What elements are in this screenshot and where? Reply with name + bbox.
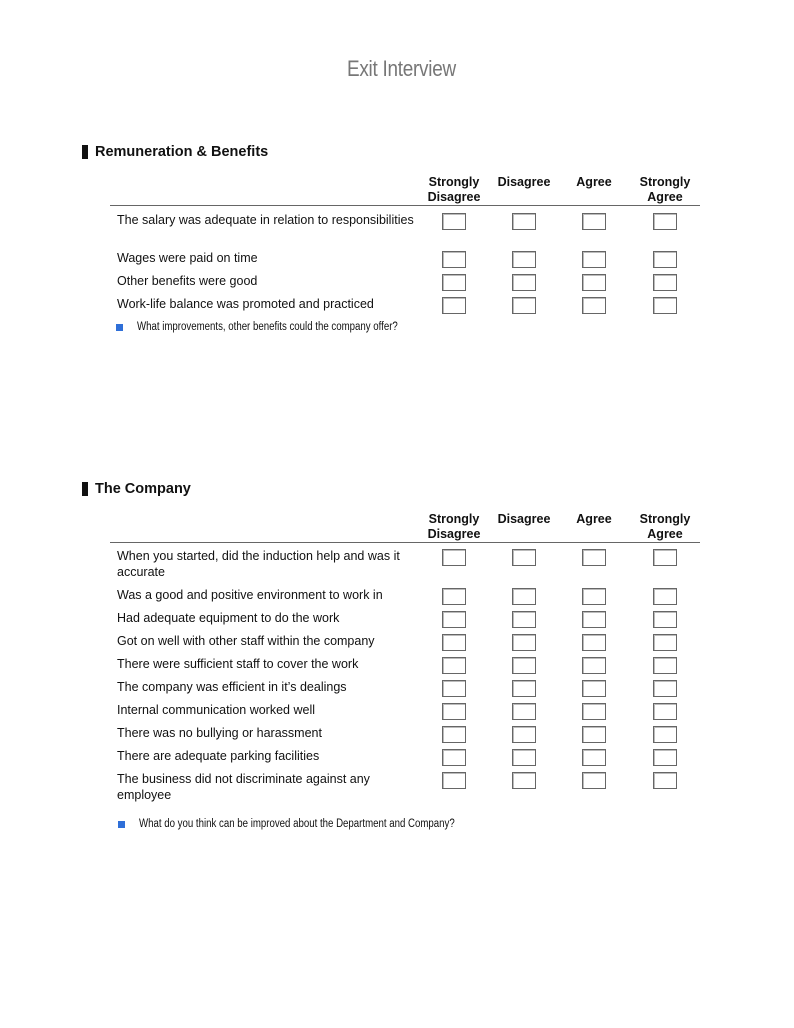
column-header-agree: Agree	[576, 512, 612, 526]
checkbox-strongly-agree[interactable]	[653, 634, 677, 651]
checkbox-agree[interactable]	[582, 703, 606, 720]
column-header-disagree: Disagree	[497, 512, 551, 526]
checkbox-strongly-disagree[interactable]	[442, 297, 466, 314]
checkbox-disagree[interactable]	[512, 772, 536, 789]
question-row	[0, 274, 794, 292]
checkbox-strongly-disagree[interactable]	[442, 251, 466, 268]
checkbox-strongly-agree[interactable]	[653, 749, 677, 766]
checkbox-agree[interactable]	[582, 588, 606, 605]
column-header-strongly-disagree: Strongly Disagree	[427, 512, 481, 541]
checkbox-agree[interactable]	[582, 297, 606, 314]
checkbox-strongly-agree[interactable]	[653, 726, 677, 743]
question-row	[0, 611, 794, 629]
question-label: There are adequate parking facilities	[117, 749, 320, 763]
checkbox-disagree[interactable]	[512, 657, 536, 674]
question-label: Internal communication worked well	[117, 703, 316, 717]
checkbox-disagree[interactable]	[512, 703, 536, 720]
checkbox-strongly-agree[interactable]	[653, 657, 677, 674]
checkbox-strongly-disagree[interactable]	[442, 634, 466, 651]
column-header-strongly-agree: Strongly Agree	[639, 175, 691, 204]
checkbox-disagree[interactable]	[512, 749, 536, 766]
question-label: The business did not discriminate against any employee	[117, 772, 370, 802]
question-row	[0, 251, 794, 269]
checkbox-strongly-agree[interactable]	[653, 251, 677, 268]
column-header-strongly-disagree: Strongly Disagree	[427, 175, 481, 204]
checkbox-strongly-agree[interactable]	[653, 213, 677, 230]
question-label: Had adequate equipment to do the work	[117, 611, 340, 625]
heading-bar-icon	[82, 145, 88, 159]
checkbox-agree[interactable]	[582, 611, 606, 628]
question-row	[0, 588, 794, 606]
question-label: Work-life balance was promoted and practiced	[117, 297, 374, 311]
header-divider	[110, 542, 700, 543]
checkbox-strongly-disagree[interactable]	[442, 703, 466, 720]
question-row	[0, 749, 794, 767]
question-row	[0, 634, 794, 652]
question-label: Was a good and positive environment to work in	[117, 588, 383, 602]
checkbox-strongly-agree[interactable]	[653, 703, 677, 720]
question-label: When you started, did the induction help and was it accurate	[117, 549, 400, 579]
checkbox-agree[interactable]	[582, 749, 606, 766]
checkbox-strongly-disagree[interactable]	[442, 213, 466, 230]
checkbox-agree[interactable]	[582, 657, 606, 674]
checkbox-strongly-agree[interactable]	[653, 588, 677, 605]
checkbox-strongly-agree[interactable]	[653, 549, 677, 566]
section-title: The Company	[95, 481, 191, 497]
square-bullet-icon	[118, 821, 125, 828]
question-label: The salary was adequate in relation to responsibilities	[117, 213, 414, 227]
checkbox-strongly-disagree[interactable]	[442, 772, 466, 789]
checkbox-disagree[interactable]	[512, 588, 536, 605]
checkbox-strongly-disagree[interactable]	[442, 680, 466, 697]
checkbox-strongly-disagree[interactable]	[442, 611, 466, 628]
checkbox-agree[interactable]	[582, 634, 606, 651]
checkbox-agree[interactable]	[582, 213, 606, 230]
square-bullet-icon	[116, 324, 123, 331]
checkbox-agree[interactable]	[582, 680, 606, 697]
question-label: Wages were paid on time	[117, 251, 258, 265]
checkbox-disagree[interactable]	[512, 680, 536, 697]
checkbox-disagree[interactable]	[512, 274, 536, 291]
question-row	[0, 680, 794, 698]
checkbox-strongly-disagree[interactable]	[442, 274, 466, 291]
checkbox-agree[interactable]	[582, 726, 606, 743]
column-header-agree: Agree	[576, 175, 612, 189]
page-title: Exit Interview	[346, 56, 456, 81]
checkbox-strongly-disagree[interactable]	[442, 749, 466, 766]
checkbox-disagree[interactable]	[512, 549, 536, 566]
question-row	[0, 703, 794, 721]
column-header-strongly-agree: Strongly Agree	[639, 512, 691, 541]
checkbox-disagree[interactable]	[512, 297, 536, 314]
section-heading	[82, 480, 191, 498]
heading-bar-icon	[82, 482, 88, 496]
question-row	[0, 726, 794, 744]
comment-prompt-text: What improvements, other benefits could the company offer?	[137, 321, 398, 333]
question-row	[0, 549, 794, 581]
checkbox-strongly-agree[interactable]	[653, 274, 677, 291]
checkbox-agree[interactable]	[582, 772, 606, 789]
checkbox-strongly-agree[interactable]	[653, 772, 677, 789]
section-heading	[82, 143, 268, 161]
question-row	[0, 657, 794, 675]
checkbox-strongly-disagree[interactable]	[442, 657, 466, 674]
checkbox-strongly-agree[interactable]	[653, 680, 677, 697]
checkbox-agree[interactable]	[582, 251, 606, 268]
question-label: There was no bullying or harassment	[117, 726, 322, 740]
checkbox-agree[interactable]	[582, 549, 606, 566]
checkbox-disagree[interactable]	[512, 634, 536, 651]
checkbox-disagree[interactable]	[512, 213, 536, 230]
checkbox-disagree[interactable]	[512, 251, 536, 268]
question-row	[0, 772, 794, 804]
checkbox-strongly-agree[interactable]	[653, 297, 677, 314]
comment-prompt	[116, 321, 447, 333]
question-label: The company was efficient in it’s dealings	[117, 680, 347, 694]
checkbox-disagree[interactable]	[512, 611, 536, 628]
checkbox-strongly-disagree[interactable]	[442, 588, 466, 605]
question-label: Other benefits were good	[117, 274, 258, 288]
checkbox-strongly-disagree[interactable]	[442, 726, 466, 743]
section-title: Remuneration & Benefits	[95, 144, 269, 160]
checkbox-agree[interactable]	[582, 274, 606, 291]
checkbox-disagree[interactable]	[512, 726, 536, 743]
comment-prompt	[118, 818, 515, 830]
question-row	[0, 297, 794, 315]
checkbox-strongly-agree[interactable]	[653, 611, 677, 628]
comment-prompt-text: What do you think can be improved about the Department and Company?	[139, 818, 455, 830]
question-row	[0, 213, 794, 245]
header-divider	[110, 205, 700, 206]
question-label: Got on well with other staff within the company	[117, 634, 375, 648]
checkbox-strongly-disagree[interactable]	[442, 549, 466, 566]
column-header-disagree: Disagree	[497, 175, 551, 189]
question-label: There were sufficient staff to cover the work	[117, 657, 359, 671]
